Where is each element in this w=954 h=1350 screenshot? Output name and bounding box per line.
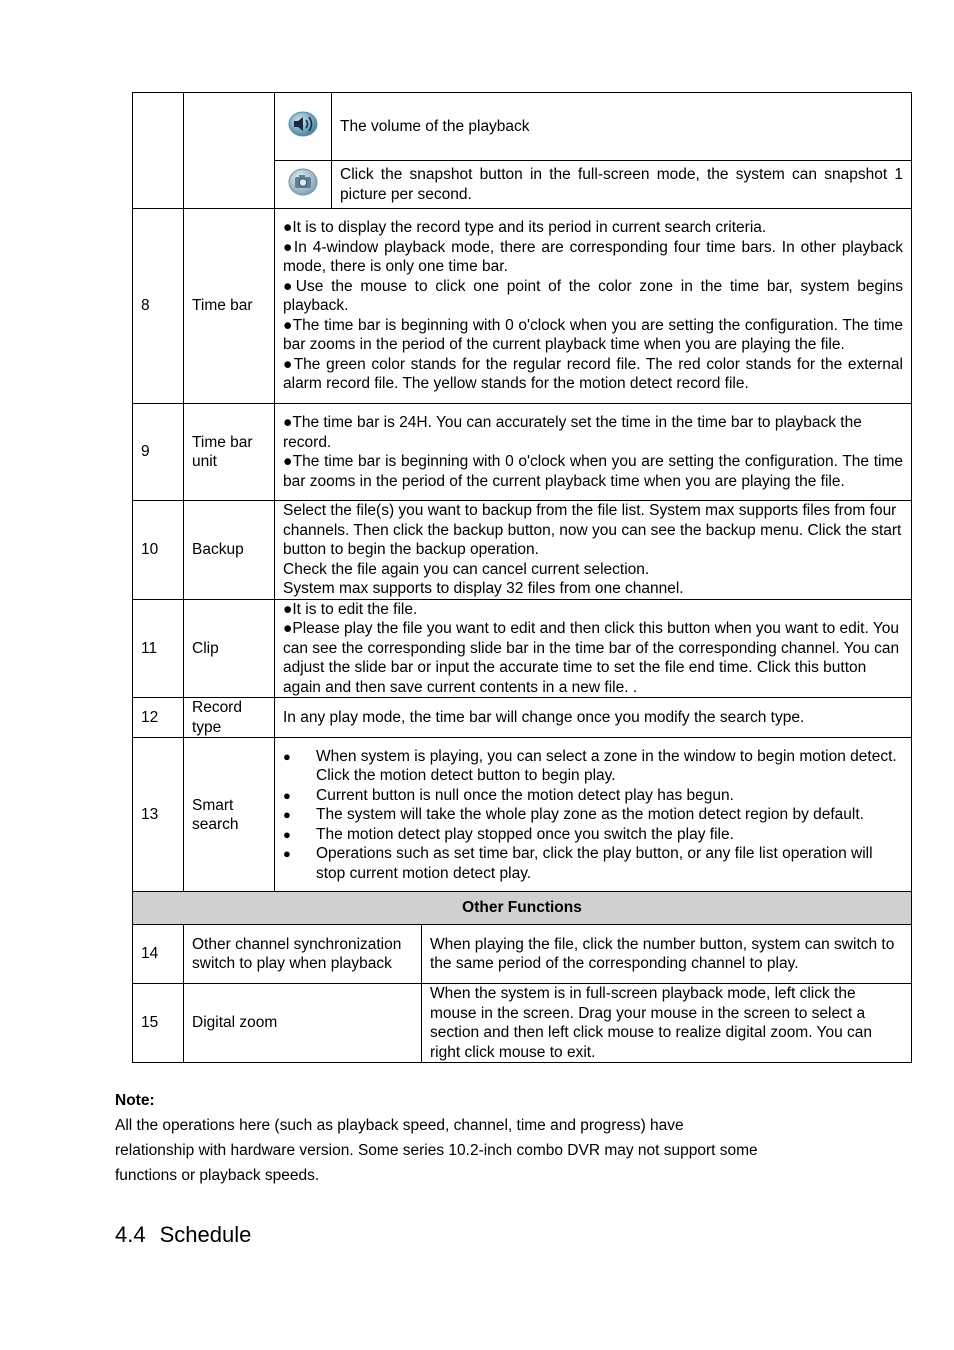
paragraph-text: In any play mode, the time bar will change once you modify the search type. <box>283 708 805 726</box>
row-name <box>184 93 275 209</box>
bullet-text: ●It is to display the record type and its period in current search criteria. <box>283 219 767 237</box>
paragraph-text: Select the file(s) you want to backup from the file list. System max supports files from four channels. Then click the backup button, now you can see the backup menu. Click the start button to begin the backup operation. <box>283 502 902 558</box>
row-description <box>275 501 912 600</box>
list-item: ● The motion detect play stopped once you switch the play file. <box>283 825 903 845</box>
row-number: 13 <box>133 738 184 893</box>
row-number <box>133 93 184 209</box>
speaker-icon <box>288 111 318 137</box>
table-row <box>133 93 912 161</box>
table-row <box>133 984 912 1063</box>
row-name: Other channel synchronization switch to play when playback <box>184 925 422 984</box>
snapshot-description: Click the snapshot button in the full-screen mode, the system can snapshot 1 picture per second. <box>332 161 912 209</box>
snapshot-icon-cell <box>275 161 332 209</box>
table-header-row <box>133 892 912 925</box>
row-number: 9 <box>133 404 184 501</box>
other-functions-table <box>132 891 912 1063</box>
row-description <box>275 599 912 698</box>
row-description <box>275 404 912 501</box>
row-number: 15 <box>133 984 184 1063</box>
section-number: 4.4 <box>115 1222 146 1247</box>
table-row <box>133 738 912 893</box>
volume-icon-cell <box>275 93 332 161</box>
note-line: relationship with hardware version. Some series 10.2-inch combo DVR may not support some <box>115 1142 758 1159</box>
row-number: 14 <box>133 925 184 984</box>
row-description: When the system is in full-screen playback mode, left click the mouse in the screen. Drag your mouse in the screen to select a section and then left click mouse to realize digital zoom. You can right click mouse to exit. <box>422 984 912 1063</box>
table-row <box>133 209 912 404</box>
row-number: 12 <box>133 698 184 738</box>
bullet-text: ●In 4-window playback mode, there are corresponding four time bars. In other playback mode, there is only one time bar. <box>283 238 903 276</box>
table-row <box>133 925 912 984</box>
paragraph-text: Check the file again you can cancel current selection. <box>283 560 650 578</box>
row-name: Time bar <box>184 209 275 404</box>
bullet-text: ●Please play the file you want to edit and then click this button when you want to edit. You can see the corresponding slide bar in the time bar of the corresponding channel. You can adjust the slide bar or input the accurate time to set the file end time. Click this button again and then save current contents in a new file. . <box>283 620 900 696</box>
row-name: Record type <box>184 698 275 738</box>
list-item: ● When system is playing, you can select a zone in the window to begin motion detect. Click the motion detect button to begin play. <box>283 747 903 786</box>
section-title: Schedule <box>159 1222 252 1247</box>
section-header: Other Functions <box>133 892 912 925</box>
note-block <box>115 1088 875 1188</box>
row-description <box>275 738 912 893</box>
note-line: All the operations here (such as playback speed, channel, time and progress) have <box>115 1117 684 1134</box>
list-item: ● Operations such as set time bar, click the play button, or any file list operation will stop current motion detect play. <box>283 844 903 883</box>
bullet-text: ●The time bar is beginning with 0 o'clock when you are setting the configuration. The time bar zooms in the period of the current playback time when you are playing the file. <box>283 316 903 354</box>
bullet-text: ●Use the mouse to click one point of the color zone in the time bar, system begins playback. <box>283 277 903 315</box>
camera-icon <box>288 168 318 196</box>
bullet-list <box>283 747 903 884</box>
list-item: ● Current button is null once the motion detect play has begun. <box>283 786 903 806</box>
bullet-text: ●The time bar is beginning with 0 o'clock when you are setting the configuration. The time bar zooms in the period of the current playback time when you are playing the file. <box>283 453 903 490</box>
row-description <box>275 698 912 738</box>
row-name: Backup <box>184 501 275 600</box>
bullet-text: ●It is to edit the file. <box>283 600 418 618</box>
note-heading: Note: <box>115 1092 155 1109</box>
table-row <box>133 599 912 698</box>
note-line: functions or playback speeds. <box>115 1167 320 1184</box>
bullet-text: ●The green color stands for the regular record file. The red color stands for the external alarm record file. The yellow stands for the motion detect record file. <box>283 355 903 393</box>
bullet-text: ●The time bar is 24H. You can accurately set the time in the time bar to playback the record. <box>283 414 862 451</box>
volume-description: The volume of the playback <box>332 93 912 161</box>
table-row <box>133 501 912 600</box>
table-row <box>133 404 912 501</box>
row-number: 8 <box>133 209 184 404</box>
list-item: ● The system will take the whole play zone as the motion detect region by default. <box>283 805 903 825</box>
row-description <box>275 209 912 404</box>
row-name: Smart search <box>184 738 275 893</box>
row-number: 10 <box>133 501 184 600</box>
row-name: Clip <box>184 599 275 698</box>
table-row <box>133 698 912 738</box>
row-name: Time bar unit <box>184 404 275 501</box>
row-description: When playing the file, click the number button, system can switch to the same period of the corresponding channel to play. <box>422 925 912 984</box>
paragraph-text: System max supports to display 32 files from one channel. <box>283 580 684 597</box>
row-number: 11 <box>133 599 184 698</box>
function-table <box>132 92 912 893</box>
row-name: Digital zoom <box>184 984 422 1063</box>
section-heading <box>115 1222 251 1248</box>
